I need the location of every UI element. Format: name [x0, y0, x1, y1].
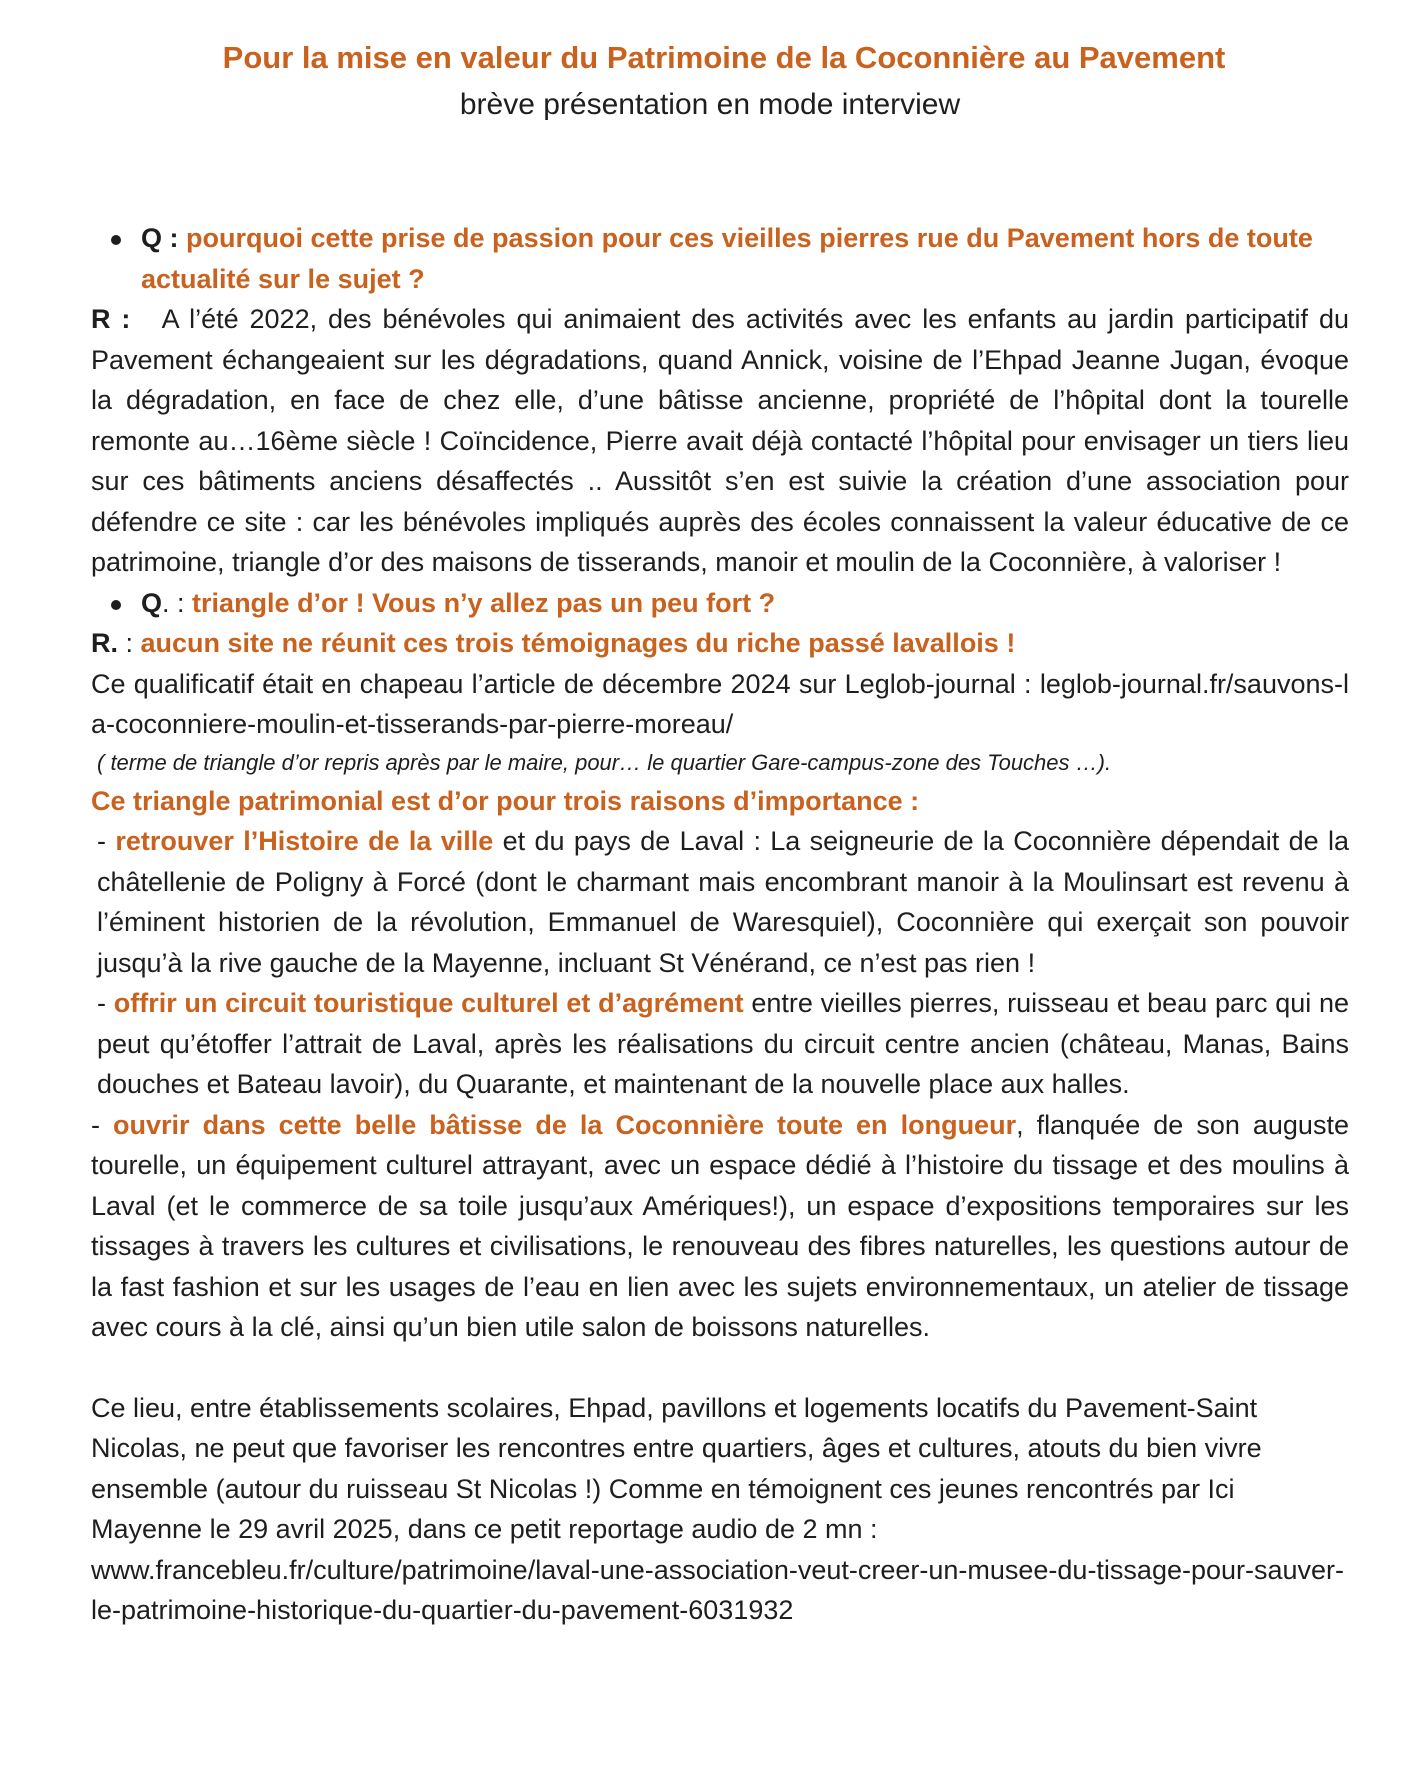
reason-highlight: offrir un circuit touristique culturel et d’agrément: [113, 988, 744, 1018]
answer-2-label: R.: [91, 628, 118, 658]
reportage-link[interactable]: www.francebleu.fr/culture/patrimoine/laval-une-association-veut-creer-un-musee-du-tissage-pour-sauver-le-patrimoine-historique-du-quartier-du-pavement-6031932: [91, 1554, 1345, 1625]
reason-item: [91, 821, 1349, 983]
reason-text: et du pays de Laval : La seigneurie de la Coconnière dépendait de la châtellenie de Poligny à Forcé (dont le charmant mais encombrant manoir à la Moulinsart est revenu à l’éminent historien de la révolution, Emmanuel de Waresquiel), Coconnière qui exerçait son pouvoir jusqu’à la rive gauche de la Mayenne, incluant St Vénérand, ce n’est pas rien !: [97, 826, 1349, 978]
reason-prefix: -: [97, 988, 114, 1018]
reason-highlight: retrouver l’Histoire de la ville: [115, 826, 494, 856]
bullet-icon: [111, 235, 121, 245]
question-1: [91, 218, 1349, 299]
interview-body: [91, 218, 1349, 1631]
reason-prefix: -: [91, 1109, 114, 1140]
reason-highlight: ouvrir dans cette belle bâtisse de la Coconnière toute en longueur: [113, 1109, 1017, 1140]
answer-1-label: R :: [91, 304, 131, 334]
question-1-text: pourquoi cette prise de passion pour ces vieilles pierres rue du Pavement hors de toute actualité sur le sujet ?: [141, 223, 1313, 294]
question-2-text: triangle d’or ! Vous n’y allez pas un peu fort ?: [192, 587, 776, 618]
reasons-heading: Ce triangle patrimonial est d’or pour trois raisons d’importance :: [91, 785, 920, 816]
answer-2-text: Ce qualificatif était en chapeau l’article de décembre 2024 sur Leglob-journal : leglob-journal.fr/sauvons-la-coconniere-moulin-et-tisserands-par-pierre-moreau/: [91, 668, 1349, 739]
page-title: Pour la mise en valeur du Patrimoine de la Coconnière au Pavement: [222, 40, 1226, 75]
question-1-label: Q :: [141, 223, 179, 253]
answer-2-heading: [91, 623, 1349, 664]
closing-paragraph: Ce lieu, entre établissements scolaires, Ehpad, pavillons et logements locatifs du Pavement-Saint Nicolas, ne peut que favoriser les rencontres entre quartiers, âges et cultures, atouts du bien vivre ensemble (autour du ruisseau St Nicolas !) Comme en témoignent ces jeunes rencontrés par Ici Mayenne le 29 avril 2025, dans ce petit reportage audio de 2 mn :: [91, 1392, 1262, 1544]
reason-item: [91, 1105, 1349, 1348]
reason-text: , flanquée de son auguste tourelle, un équipement culturel attrayant, avec un espace dédié à l’histoire du tissage et des moulins à Laval (et le commerce de sa toile jusqu’aux Amériques!), un espace d’expositions temporaires sur les tissages à travers les cultures et civilisations, le renouveau des fibres naturelles, les questions autour de la fast fashion et sur les usages de l’eau en lien avec les sujets environnementaux, un atelier de tissage avec cours à la clé, ainsi qu’un bien utile salon de boissons naturelles.: [91, 1109, 1349, 1342]
bullet-icon: [111, 600, 121, 610]
answer-2-note: ( terme de triangle d’or repris après par le maire, pour… le quartier Gare-campus-zone des Touches …).: [97, 749, 1112, 775]
reason-text: entre vieilles pierres, ruisseau et beau parc qui ne peut qu’étoffer l’attrait de Laval, après les réalisations du circuit centre ancien (château, Manas, Bains douches et Bateau lavoir), du Quarante, et maintenant de la nouvelle place aux halles.: [97, 988, 1349, 1099]
question-2-label-suffix: . :: [162, 587, 185, 618]
answer-1: [91, 299, 1349, 583]
question-2-label: Q: [141, 587, 163, 618]
answer-2-label-suffix: :: [118, 628, 134, 658]
reason-item: [91, 983, 1349, 1105]
reason-prefix: -: [97, 826, 116, 856]
page-subtitle: brève présentation en mode interview: [459, 88, 961, 121]
spacer: [91, 1348, 1349, 1388]
question-2: [91, 583, 1349, 624]
answer-2-highlight: aucun site ne réunit ces trois témoignages du riche passé lavallois !: [140, 628, 1016, 658]
answer-1-text: A l’été 2022, des bénévoles qui animaient des activités avec les enfants au jardin participatif du Pavement échangeaient sur les dégradations, quand Annick, voisine de l’Ehpad Jeanne Jugan, évoque la dégradation, en face de chez elle, d’une bâtisse ancienne, propriété de l’hôpital dont la tourelle remonte au…16ème siècle ! Coïncidence, Pierre avait déjà contacté l’hôpital pour envisager un tiers lieu sur ces bâtiments anciens désaffectés .. Aussitôt s’en est suivie la création d’une association pour défendre ce site : car les bénévoles impliqués auprès des écoles connaissent la valeur éducative de ce patrimoine, triangle d’or des maisons de tisserands, manoir et moulin de la Coconnière, à valoriser !: [91, 304, 1350, 577]
